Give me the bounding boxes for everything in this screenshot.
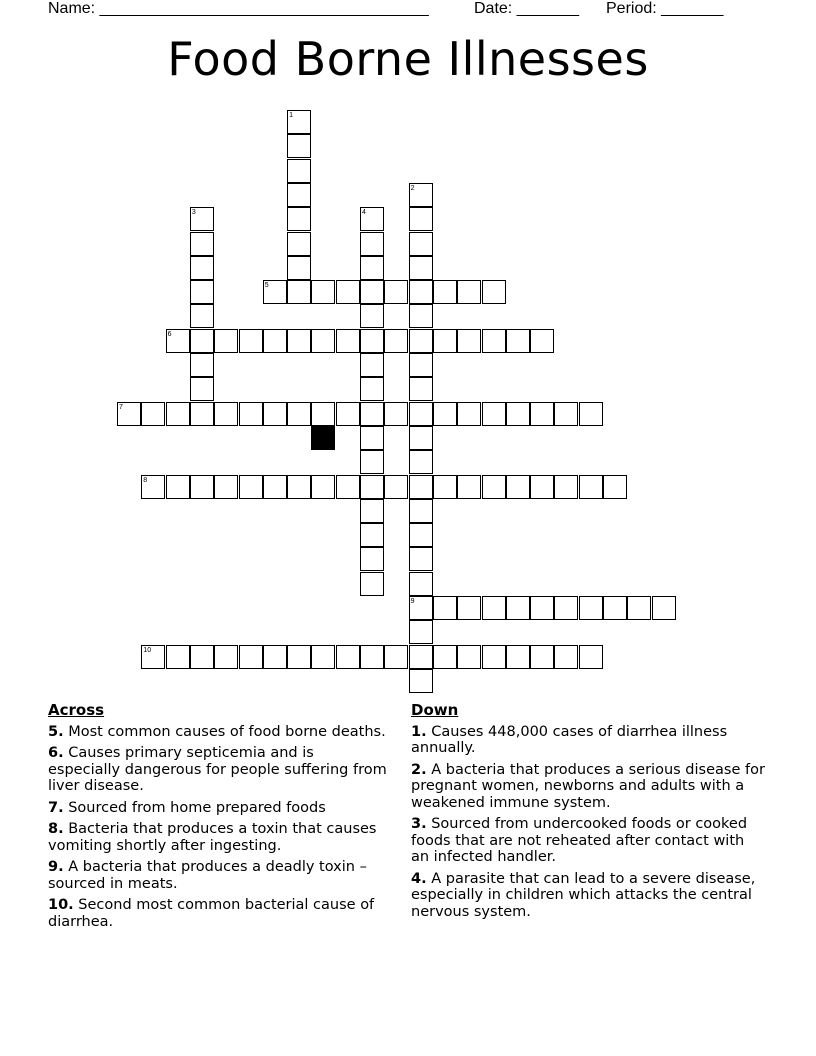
grid-cell[interactable] (409, 475, 433, 499)
grid-cell[interactable] (214, 645, 238, 669)
clue-text: Causes primary septicemia and is especially dangerous for people suffering from liver disease. (48, 745, 387, 794)
grid-cell[interactable] (384, 645, 408, 669)
clue-number: 9. (48, 859, 64, 875)
grid-cell[interactable] (141, 402, 165, 426)
down-clues (411, 702, 766, 925)
grid-cell[interactable] (166, 475, 190, 499)
grid-cell[interactable] (336, 329, 360, 353)
grid-cell[interactable] (239, 329, 263, 353)
clue-text: A parasite that can lead to a severe disease, especially in children which attacks the central nervous system. (411, 870, 756, 920)
clue-text: Second most common bacterial cause of diarrhea. (48, 897, 375, 930)
grid-cell[interactable] (336, 280, 360, 304)
grid-cell[interactable] (457, 645, 481, 669)
grid-cell[interactable] (409, 304, 433, 328)
grid-cell[interactable] (360, 572, 384, 596)
across-heading: Across (48, 701, 105, 719)
clue-number-label: 2 (410, 184, 415, 192)
across-clue (48, 724, 388, 741)
grid-cell[interactable] (263, 645, 287, 669)
grid-cell[interactable] (360, 353, 384, 377)
grid-cell[interactable] (603, 596, 627, 620)
grid-cell[interactable] (482, 475, 506, 499)
clue-text: Most common causes of food borne deaths. (68, 723, 386, 740)
grid-cell[interactable] (506, 645, 530, 669)
down-clue (411, 871, 766, 921)
grid-cell[interactable] (263, 329, 287, 353)
grid-cell[interactable] (433, 280, 457, 304)
clue-number-label: 4 (362, 209, 366, 217)
name-field-label[interactable]: Name: _____________________________________ (48, 0, 429, 17)
grid-cell[interactable] (360, 499, 384, 523)
grid-cell[interactable] (166, 645, 190, 669)
grid-cell[interactable] (239, 475, 263, 499)
clue-number: 7. (48, 799, 64, 816)
grid-cell[interactable] (482, 329, 506, 353)
grid-cell[interactable] (482, 280, 506, 304)
grid-cell[interactable] (433, 329, 457, 353)
grid-cell[interactable] (409, 620, 433, 644)
grid-cell[interactable] (360, 450, 384, 474)
grid-cell[interactable] (409, 523, 433, 547)
grid-cell[interactable] (603, 475, 627, 499)
grid-cell[interactable] (287, 207, 311, 231)
grid-cell[interactable] (579, 475, 603, 499)
grid-cell[interactable] (214, 402, 238, 426)
grid-cell[interactable] (287, 183, 311, 207)
grid-cell[interactable] (287, 159, 311, 183)
grid-cell[interactable] (360, 645, 384, 669)
grid-cell[interactable] (360, 232, 384, 256)
clue-number: 3. (411, 816, 427, 832)
grid-cell[interactable] (530, 402, 554, 426)
grid-cell[interactable] (409, 232, 433, 256)
clue-number-label: 5 (264, 282, 269, 290)
clue-number: 8. (48, 821, 64, 837)
date-field-label[interactable]: Date: _______ (474, 0, 579, 17)
grid-cell[interactable] (579, 402, 603, 426)
grid-cell[interactable] (457, 475, 481, 499)
grid-cell[interactable] (506, 475, 530, 499)
grid-cell[interactable] (190, 475, 214, 499)
grid-cell[interactable] (457, 329, 481, 353)
clue-number-label: 10 (143, 646, 152, 654)
grid-cell[interactable] (360, 329, 384, 353)
grid-cell[interactable] (627, 596, 651, 620)
clue-number-label: 9 (410, 598, 415, 605)
grid-cell[interactable] (409, 547, 433, 571)
clue-number: 6. (48, 745, 64, 761)
grid-cell[interactable] (287, 280, 311, 304)
grid-cell[interactable] (190, 645, 214, 669)
grid-cell[interactable] (384, 475, 408, 499)
grid-cell[interactable] (506, 402, 530, 426)
grid-cell[interactable] (360, 256, 384, 280)
grid-cell[interactable] (409, 377, 433, 401)
grid-cell[interactable] (409, 280, 433, 304)
grid-cell[interactable] (360, 547, 384, 571)
across-clue (48, 821, 388, 854)
grid-cell[interactable] (457, 280, 481, 304)
grid-cell[interactable] (311, 475, 335, 499)
grid-cell[interactable] (433, 402, 457, 426)
grid-cell[interactable] (530, 596, 554, 620)
clue-number-label: 8 (143, 476, 148, 484)
page-title: Food Borne Illnesses (167, 32, 649, 86)
grid-cell[interactable] (409, 645, 433, 669)
grid-cell[interactable] (190, 232, 214, 256)
grid-cell[interactable] (263, 402, 287, 426)
grid-cell[interactable] (384, 329, 408, 353)
grid-cell[interactable] (190, 304, 214, 328)
grid-cell[interactable] (336, 475, 360, 499)
grid-cell[interactable] (214, 329, 238, 353)
grid-cell[interactable] (482, 596, 506, 620)
grid-cell[interactable] (409, 402, 433, 426)
clue-text: Causes 448,000 cases of diarrhea illness annually. (411, 723, 728, 756)
grid-cell[interactable] (506, 596, 530, 620)
grid-cell[interactable] (554, 596, 578, 620)
grid-cell[interactable] (482, 402, 506, 426)
grid-cell[interactable] (336, 402, 360, 426)
grid-cell[interactable] (384, 280, 408, 304)
grid-cell[interactable] (190, 256, 214, 280)
grid-cell[interactable] (409, 572, 433, 596)
across-clues (48, 702, 388, 935)
grid-cell[interactable] (287, 475, 311, 499)
grid-cell[interactable] (482, 645, 506, 669)
down-clue (411, 816, 766, 866)
grid-cell[interactable] (457, 402, 481, 426)
across-clue (48, 897, 388, 930)
grid-cell[interactable] (311, 645, 335, 669)
grid-cell[interactable] (409, 669, 433, 693)
grid-cell[interactable] (190, 377, 214, 401)
grid-cell[interactable] (409, 499, 433, 523)
grid-cell[interactable] (409, 353, 433, 377)
grid-cell[interactable] (360, 426, 384, 450)
clue-number: 4. (411, 870, 427, 887)
clue-number: 2. (411, 761, 427, 778)
grid-cell[interactable] (530, 645, 554, 669)
grid-cell[interactable] (554, 402, 578, 426)
grid-cell[interactable] (336, 645, 360, 669)
grid-cell[interactable] (360, 475, 384, 499)
grid-cell[interactable] (287, 645, 311, 669)
grid-cell[interactable] (652, 596, 676, 620)
across-clue (48, 859, 388, 892)
grid-cell[interactable] (579, 596, 603, 620)
grid-cell[interactable] (360, 402, 384, 426)
grid-cell[interactable] (287, 402, 311, 426)
grid-cell[interactable] (360, 377, 384, 401)
down-heading: Down (411, 701, 459, 719)
grid-cell[interactable] (360, 523, 384, 547)
grid-cell[interactable] (287, 329, 311, 353)
grid-cell[interactable] (530, 475, 554, 499)
grid-cell[interactable] (554, 645, 578, 669)
grid-cell[interactable] (457, 596, 481, 620)
grid-cell[interactable] (409, 426, 433, 450)
grid-cell[interactable] (190, 353, 214, 377)
black-cell (311, 426, 335, 450)
clue-number: 10. (48, 897, 74, 913)
grid-cell[interactable] (239, 402, 263, 426)
grid-cell[interactable] (360, 304, 384, 328)
clue-text: Sourced from undercooked foods or cooked foods that are not reheated after contact with an infected handler. (411, 816, 748, 865)
grid-cell[interactable] (554, 475, 578, 499)
grid-cell[interactable] (311, 402, 335, 426)
grid-cell[interactable] (287, 232, 311, 256)
grid-cell[interactable] (433, 596, 457, 620)
grid-cell[interactable] (579, 645, 603, 669)
clue-number: 5. (48, 723, 64, 740)
grid-cell[interactable] (360, 280, 384, 304)
grid-cell[interactable] (287, 134, 311, 158)
grid-cell[interactable] (190, 402, 214, 426)
clue-number: 1. (411, 723, 427, 740)
clue-number-label: 1 (289, 112, 293, 119)
grid-cell[interactable] (190, 329, 214, 353)
grid-cell[interactable] (433, 645, 457, 669)
grid-cell[interactable] (239, 645, 263, 669)
grid-cell[interactable] (409, 329, 433, 353)
across-clue (48, 745, 388, 795)
grid-cell[interactable] (409, 207, 433, 231)
grid-cell[interactable] (384, 402, 408, 426)
across-clue (48, 800, 388, 817)
clue-text: Bacteria that produces a toxin that causes vomiting shortly after ingesting. (48, 821, 377, 854)
grid-cell[interactable] (214, 475, 238, 499)
clue-text: Sourced from home prepared foods (68, 799, 326, 816)
grid-cell[interactable] (409, 450, 433, 474)
grid-cell[interactable] (166, 402, 190, 426)
grid-cell[interactable] (433, 475, 457, 499)
grid-cell[interactable] (409, 256, 433, 280)
grid-cell[interactable] (190, 280, 214, 304)
grid-cell[interactable] (506, 329, 530, 353)
clue-number-label: 7 (119, 403, 123, 411)
down-clue (411, 724, 766, 757)
period-field-label[interactable]: Period: _______ (606, 0, 724, 17)
grid-cell[interactable] (311, 329, 335, 353)
clue-number-label: 6 (167, 330, 172, 338)
grid-cell[interactable] (263, 475, 287, 499)
clue-text: A bacteria that produces a serious disease for pregnant women, newborns and adults with a weakened immune system. (411, 761, 765, 811)
clue-text: A bacteria that produces a deadly toxin – sourced in meats. (48, 859, 367, 892)
down-clue (411, 762, 766, 812)
grid-cell[interactable] (311, 280, 335, 304)
clue-number-label: 3 (191, 209, 196, 217)
grid-cell[interactable] (287, 256, 311, 280)
grid-cell[interactable] (530, 329, 554, 353)
